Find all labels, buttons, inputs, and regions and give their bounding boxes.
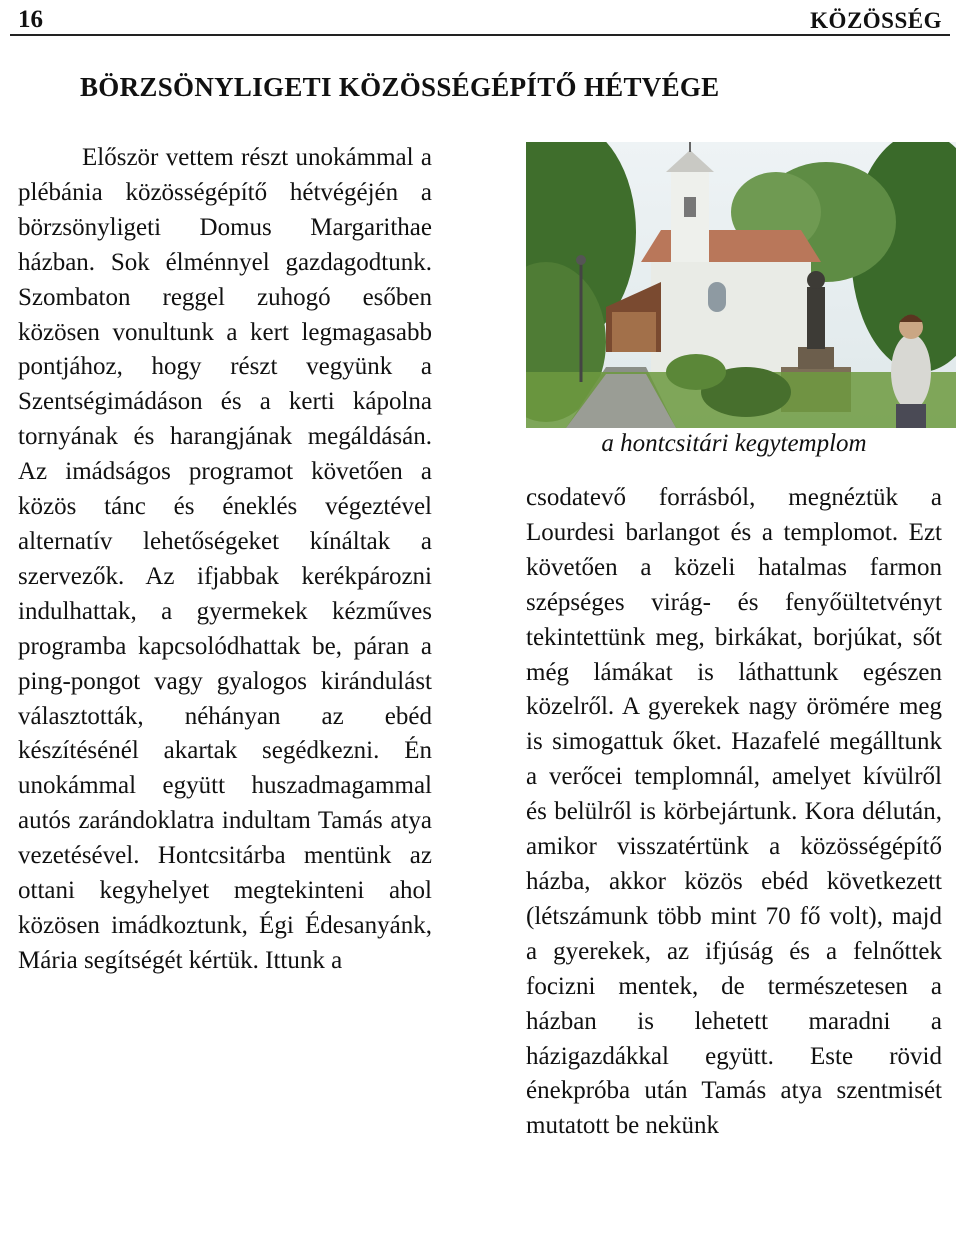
section-name: KÖZÖSSÉG	[810, 8, 942, 33]
left-column	[18, 141, 432, 979]
page-number: 16	[18, 6, 43, 33]
church-photo-illustration	[526, 142, 956, 428]
article-paragraph-left: Először vettem részt unokámmal a plébánia közösségépítő hétvégéjén a börzsönyligeti Domus Margarithae házban. Sok élménnyel gazdagodtunk. Szombaton reggel zuhogó esőben közösen vonultunk a kert legmagasabb pontjához, hogy részt vegyünk a Szentségimádáson és a kerti kápolna tornyának és harangjának megáldásán. Az imádságos programot követően a közös tánc és éneklés végeztével alternatív lehetőségeket kínáltak a szervezők. Az ifjabbak kerékpározni indulhattak, a gyermekek kézműves programba kapcsolódhattak be, páran a ping-pongot vagy gyalogos kirándulást választották, néhányan az ebéd készítésénél akartak segédkezni. Én unokámmal együtt huszadmagammal autós zarándoklatra indultam Tamás atya vezetésével. Hontcsitárba mentünk az ottani kegyhelyet megtekinteni ahol közösen imádkoztunk, Égi Édesanyánk, Mária segítségét kértük. Ittunk a	[18, 144, 432, 974]
right-column	[526, 481, 942, 1144]
page-header	[10, 0, 950, 36]
photo-caption: a hontcsitári kegytemplom	[601, 430, 867, 457]
article-title: BÖRZSÖNYLIGETI KÖZÖSSÉGÉPÍTŐ HÉTVÉGE	[80, 72, 720, 102]
church-photo	[526, 142, 956, 428]
article-paragraph-right: csodatevő forrásból, megnéztük a Lourdesi barlangot és a templomot. Ezt követően a közeli hatalmas farmon szépséges virág- és fenyőültetvényt tekintettünk meg, birkákat, borjúkat, sőt még lámákat is láthattunk egészen közelről. A gyerekek nagy örömére meg is simogattuk őket. Hazafelé megálltunk a verőcei templomnál, amelyet kívülről és belülről is körbejártunk. Kora délután, amikor visszatértünk a közösségépítő házba, akkor közös ebéd következett (létszámunk több mint 70 fő volt), majd a gyerekek, az ifjúság és a felnőttek focizni mentek, de természetesen a házban is lehetett maradni a házigazdákkal együtt. Este rövid énekpróba után Tamás atya szentmisét mutatott be nekünk	[526, 484, 942, 1140]
